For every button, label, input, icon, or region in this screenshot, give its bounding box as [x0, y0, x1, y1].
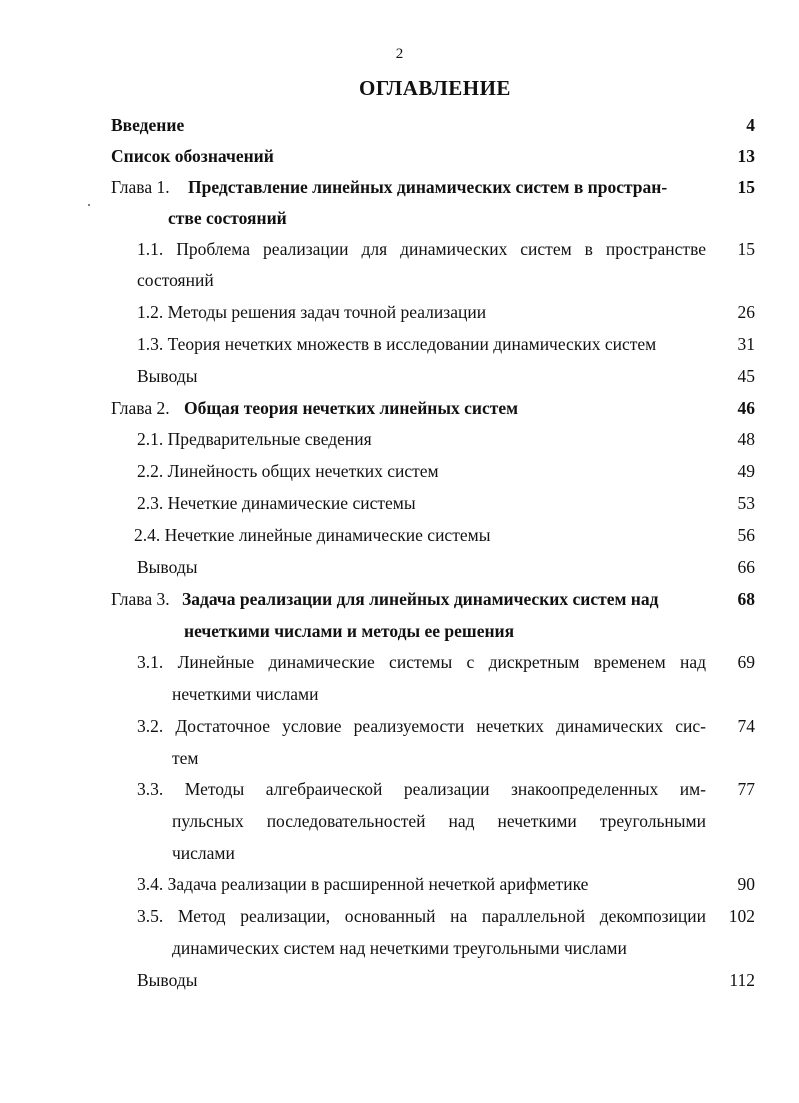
toc-section-3-1[interactable] — [0, 647, 799, 678]
toc-page-number: 26 — [737, 302, 755, 322]
chapter-prefix: Глава 1. — [111, 177, 170, 197]
toc-section-1-1-cont — [0, 265, 799, 296]
toc-section-3-1-cont — [0, 679, 799, 710]
toc-section-1-3[interactable] — [0, 329, 799, 360]
toc-page-number: 77 — [737, 779, 755, 799]
toc-page-number: 68 — [737, 589, 755, 609]
toc-page-number: 46 — [737, 398, 755, 418]
section-title-line2: динамических систем над нечеткими треугольными числами — [172, 938, 627, 958]
toc-page-number: 49 — [737, 461, 755, 481]
toc-section-3-5[interactable] — [0, 901, 799, 932]
toc-page-number: 53 — [737, 493, 755, 513]
toc-conclusions-2[interactable] — [0, 552, 799, 583]
toc-entry-text: Введение — [111, 115, 185, 135]
section-title: 2.1. Предварительные сведения — [137, 429, 372, 449]
toc-section-3-3-cont2 — [0, 838, 799, 869]
section-title: Выводы — [137, 557, 198, 577]
toc-page-number: 48 — [737, 429, 755, 449]
toc-chapter-1-cont — [0, 203, 799, 234]
chapter-title-line1: Задача реализации для линейных динамических систем над — [182, 589, 659, 609]
section-title-line2: нечеткими числами — [172, 684, 319, 704]
toc-entry-symbols[interactable] — [0, 141, 799, 172]
toc-page-number: 69 — [737, 652, 755, 672]
chapter-title: Общая теория нечетких линейных систем — [184, 398, 519, 418]
section-title-line1: 3.3. Методы алгебраической реализации знакоопределенных им- — [137, 779, 706, 799]
section-title: Выводы — [137, 970, 198, 990]
toc-section-3-3[interactable] — [0, 774, 799, 805]
toc-chapter-3[interactable] — [0, 584, 799, 615]
toc-page-number: 102 — [728, 906, 755, 926]
section-title-line2: состояний — [137, 270, 214, 290]
toc-section-3-2-cont — [0, 743, 799, 774]
section-title: 1.2. Методы решения задач точной реализации — [137, 302, 487, 322]
toc-section-1-2[interactable] — [0, 297, 799, 328]
toc-section-2-2[interactable] — [0, 456, 799, 487]
section-title-line2: пульсных последовательностей над нечеткими треугольными — [172, 811, 706, 831]
toc-chapter-3-cont — [0, 616, 799, 647]
toc-page-number: 112 — [729, 970, 755, 990]
toc-section-3-3-cont — [0, 806, 799, 837]
chapter-title-line2: стве состояний — [168, 208, 287, 228]
page-number: 2 — [395, 46, 404, 62]
section-title-line1: 3.2. Достаточное условие реализуемости нечетких динамических сис- — [137, 716, 706, 736]
toc-page-number: 4 — [746, 115, 755, 135]
toc-section-1-1[interactable] — [0, 234, 799, 265]
page-title: ОГЛАВЛЕНИЕ — [359, 76, 511, 100]
toc-chapter-1[interactable] — [0, 172, 799, 203]
toc-section-3-5-cont — [0, 933, 799, 964]
toc-entry-text: Список обозначений — [111, 146, 274, 166]
toc-section-3-2[interactable] — [0, 711, 799, 742]
toc-page-number: 15 — [737, 239, 755, 259]
section-title-line2: тем — [172, 748, 199, 768]
toc-page-number: 90 — [737, 874, 755, 894]
toc-section-3-4[interactable] — [0, 869, 799, 900]
chapter-title-line2: нечеткими числами и методы ее решения — [184, 621, 515, 641]
section-title: 1.3. Теория нечетких множеств в исследовании динамических систем — [137, 334, 657, 354]
toc-section-2-4[interactable] — [0, 520, 799, 551]
chapter-prefix: Глава 3. — [111, 589, 170, 609]
chapter-prefix: Глава 2. — [111, 398, 170, 418]
section-title-line3: числами — [172, 843, 235, 863]
toc-page-number: 13 — [737, 146, 755, 166]
toc-entry-intro[interactable] — [0, 110, 799, 141]
section-title: Выводы — [137, 366, 198, 386]
toc-conclusions-3[interactable] — [0, 965, 799, 996]
toc-section-2-1[interactable] — [0, 424, 799, 455]
section-title-line1: 1.1. Проблема реализации для динамических систем в пространстве — [137, 239, 706, 259]
section-title: 2.2. Линейность общих нечетких систем — [137, 461, 439, 481]
chapter-title-line1: Представление линейных динамических систем в простран- — [188, 177, 668, 197]
table-of-contents — [0, 110, 799, 1010]
toc-page-number: 31 — [737, 334, 755, 354]
toc-page-number: 45 — [737, 366, 755, 386]
toc-chapter-2[interactable] — [0, 393, 799, 424]
toc-page-number: 66 — [737, 557, 755, 577]
section-title: 3.4. Задача реализации в расширенной нечеткой арифметике — [137, 874, 589, 894]
toc-conclusions-1[interactable] — [0, 361, 799, 392]
section-title-line1: 3.1. Линейные динамические системы с дискретным временем над — [137, 652, 706, 672]
toc-page-number: 56 — [737, 525, 755, 545]
section-title: 2.4. Нечеткие линейные динамические системы — [134, 525, 491, 545]
toc-page-number: 74 — [737, 716, 755, 736]
section-title: 2.3. Нечеткие динамические системы — [137, 493, 416, 513]
toc-section-2-3[interactable] — [0, 488, 799, 519]
toc-page-number: 15 — [737, 177, 755, 197]
section-title-line1: 3.5. Метод реализации, основанный на параллельной декомпозиции — [137, 906, 706, 926]
